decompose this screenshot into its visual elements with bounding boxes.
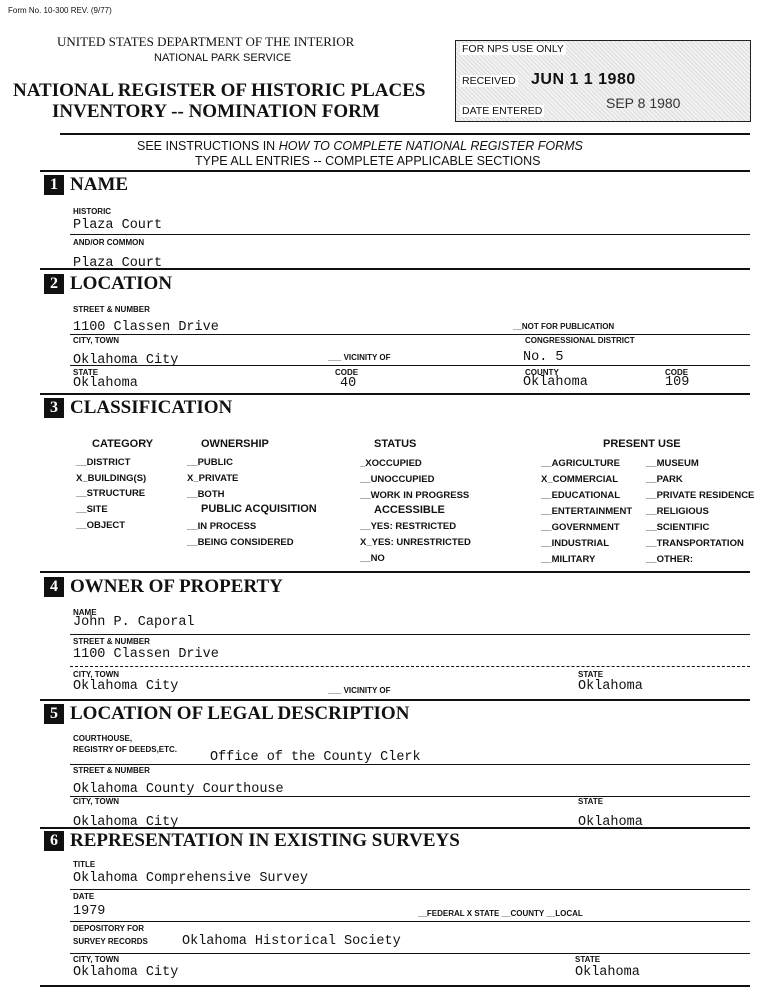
state-label: STATE — [73, 368, 99, 377]
use-agriculture: __AGRICULTURE — [541, 458, 620, 469]
survey-date-value: 1979 — [73, 904, 106, 919]
received-stamp: JUN 1 1 1980 — [531, 71, 636, 88]
survey-state-label: STATE — [575, 955, 601, 964]
courthouse-value: Office of the County Clerk — [210, 750, 421, 765]
use-transportation: __TRANSPORTATION — [646, 538, 744, 549]
accessible-no: __NO — [360, 553, 385, 564]
depository-value: Oklahoma Historical Society — [182, 934, 401, 949]
use-private-residence: __PRIVATE RESIDENCE — [646, 490, 755, 501]
ownership-public: __PUBLIC — [187, 457, 233, 468]
section-title-surveys: REPRESENTATION IN EXISTING SURVEYS — [70, 830, 460, 851]
congressional-district-label: CONGRESSIONAL DISTRICT — [525, 336, 635, 345]
section-title-owner: OWNER OF PROPERTY — [70, 576, 283, 597]
category-buildings: X_BUILDING(S) — [76, 473, 147, 484]
owner-city-value: Oklahoma City — [73, 679, 179, 694]
received-label: RECEIVED — [462, 75, 516, 87]
use-military: __MILITARY — [541, 554, 596, 565]
use-government: __GOVERNMENT — [541, 522, 620, 533]
section-title-classification: CLASSIFICATION — [70, 397, 233, 418]
owner-state-value: Oklahoma — [578, 679, 643, 694]
owner-name-label: NAME — [73, 608, 97, 617]
owner-state-label: STATE — [578, 670, 604, 679]
use-commercial: X_COMMERCIAL — [541, 474, 619, 485]
form-title-line2: INVENTORY -- NOMINATION FORM — [52, 101, 380, 122]
street-value: 1100 Classen Drive — [73, 320, 219, 335]
use-park: __PARK — [646, 474, 683, 485]
city-value: Oklahoma City — [73, 353, 179, 365]
date-entered-label: DATE ENTERED — [462, 105, 543, 117]
county-label: COUNTY — [525, 368, 559, 377]
ownership-heading: OWNERSHIP — [201, 438, 269, 450]
survey-title-value: Oklahoma Comprehensive Survey — [73, 871, 308, 886]
instructions-line1: SEE INSTRUCTIONS IN HOW TO COMPLETE NATIONAL REGISTER FORMS — [137, 139, 583, 153]
service-name: NATIONAL PARK SERVICE — [154, 52, 292, 64]
common-label: AND/OR COMMON — [73, 238, 145, 247]
nps-label: FOR NPS USE ONLY — [462, 43, 564, 55]
state-code-value: 40 — [340, 376, 357, 391]
vicinity-of: ___ VICINITY OF — [328, 353, 391, 362]
category-district: __DISTRICT — [76, 457, 131, 468]
section-title-location: LOCATION — [70, 273, 173, 294]
survey-city-label: CITY, TOWN — [73, 955, 120, 964]
form-number: Form No. 10-300 REV. (9/77) — [8, 6, 112, 15]
section-number-4: 4 — [44, 577, 64, 597]
legal-city-label: CITY, TOWN — [73, 797, 120, 806]
status-occupied: _XOCCUPIED — [360, 458, 422, 469]
status-work-in-progress: __WORK IN PROGRESS — [360, 490, 470, 501]
section-number-1: 1 — [44, 175, 64, 195]
county-code-label: CODE — [665, 368, 689, 377]
use-educational: __EDUCATIONAL — [541, 490, 620, 501]
section-number-6: 6 — [44, 831, 64, 851]
street-label: STREET & NUMBER — [73, 305, 150, 314]
use-religious: __RELIGIOUS — [646, 506, 709, 517]
county-code-value: 109 — [665, 375, 690, 390]
section-title-name: NAME — [70, 174, 129, 195]
category-object: __OBJECT — [76, 520, 126, 531]
not-for-publication: __NOT FOR PUBLICATION — [513, 322, 615, 331]
section-number-2: 2 — [44, 274, 64, 294]
category-structure: __STRUCTURE — [76, 488, 146, 499]
instructions-line2: TYPE ALL ENTRIES -- COMPLETE APPLICABLE SECTIONS — [195, 154, 541, 168]
date-entered-stamp: SEP 8 1980 — [606, 95, 681, 111]
section-title-legal-description: LOCATION OF LEGAL DESCRIPTION — [70, 703, 410, 724]
form-title-line1: NATIONAL REGISTER OF HISTORIC PLACES — [13, 80, 426, 101]
legal-state-value: Oklahoma — [578, 815, 643, 827]
owner-vicinity-of: ___ VICINITY OF — [328, 686, 391, 695]
use-museum: __MUSEUM — [646, 458, 699, 469]
use-scientific: __SCIENTIFIC — [646, 522, 710, 533]
use-entertainment: __ENTERTAINMENT — [541, 506, 633, 517]
legal-street-value: Oklahoma County Courthouse — [73, 782, 284, 797]
accessible-restricted: __YES: RESTRICTED — [360, 521, 457, 532]
status-heading: STATUS — [374, 438, 417, 450]
city-label: CITY, TOWN — [73, 336, 120, 345]
department-name: UNITED STATES DEPARTMENT OF THE INTERIOR — [57, 34, 355, 49]
courthouse-label: COURTHOUSE, — [73, 734, 133, 743]
section-number-5: 5 — [44, 704, 64, 724]
survey-records-label: SURVEY RECORDS — [73, 937, 148, 946]
category-heading: CATEGORY — [92, 438, 154, 450]
section-number-3: 3 — [44, 398, 64, 418]
present-use-heading: PRESENT USE — [603, 438, 681, 450]
category-site: __SITE — [76, 504, 108, 515]
owner-street-label: STREET & NUMBER — [73, 637, 150, 646]
use-industrial: __INDUSTRIAL — [541, 538, 610, 549]
common-value: Plaza Court — [73, 256, 163, 267]
accessible-unrestricted: X_YES: UNRESTRICTED — [360, 537, 471, 548]
owner-street-value: 1100 Classen Drive — [73, 647, 219, 662]
ownership-both: __BOTH — [187, 489, 225, 500]
public-acquisition-heading: PUBLIC ACQUISITION — [201, 503, 317, 515]
legal-city-value: Oklahoma City — [73, 815, 179, 827]
registry-label: REGISTRY OF DEEDS,ETC. — [73, 745, 178, 754]
survey-title-label: TITLE — [73, 860, 96, 869]
state-value: Oklahoma — [73, 376, 138, 391]
legal-state-label: STATE — [578, 797, 604, 806]
accessible-heading: ACCESSIBLE — [374, 504, 445, 516]
survey-level-options: __FEDERAL X STATE __COUNTY __LOCAL — [418, 909, 583, 918]
survey-city-value: Oklahoma City — [73, 965, 179, 980]
owner-city-label: CITY, TOWN — [73, 670, 120, 679]
owner-name-value: John P. Caporal — [73, 615, 195, 630]
historic-label: HISTORIC — [73, 207, 112, 216]
nps-use-box — [455, 40, 751, 122]
survey-state-value: Oklahoma — [575, 965, 640, 980]
congressional-district-value: No. 5 — [523, 350, 564, 365]
acquisition-being-considered: __BEING CONSIDERED — [187, 537, 294, 548]
historic-value: Plaza Court — [73, 218, 163, 233]
survey-date-label: DATE — [73, 892, 95, 901]
state-code-label: CODE — [335, 368, 359, 377]
depository-label: DEPOSITORY FOR — [73, 924, 144, 933]
county-value: Oklahoma — [523, 375, 588, 390]
use-other: __OTHER: — [646, 554, 693, 565]
ownership-private: X_PRIVATE — [187, 473, 239, 484]
acquisition-in-process: __IN PROCESS — [187, 521, 257, 532]
status-unoccupied: __UNOCCUPIED — [360, 474, 435, 485]
legal-street-label: STREET & NUMBER — [73, 766, 150, 775]
